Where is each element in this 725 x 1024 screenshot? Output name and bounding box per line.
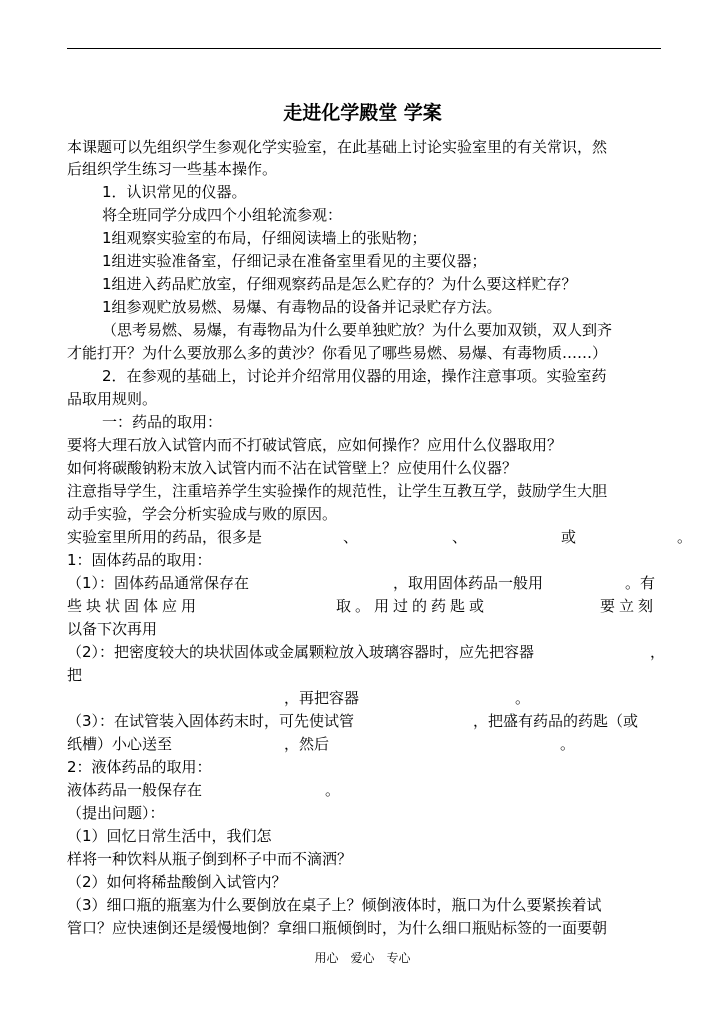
- liquid-heading: 2：液体药品的取用：: [67, 758, 212, 776]
- solid-heading: 1：固体药品的取用：: [67, 551, 212, 569]
- intro-line-2: 后组织学生练习一些基本操作。: [67, 160, 278, 178]
- question-line: 样将一种饮料从瓶子倒到杯子中而不滴洒？: [67, 850, 353, 868]
- blank-separator: 、: [452, 528, 468, 546]
- liquid-store-text: 液体药品一般保存在: [67, 781, 203, 799]
- page-title: 走进化学殿堂 学案: [283, 102, 442, 124]
- group-item: 1组进实验准备室，仔细记录在准备室里看见的主要仪器；: [102, 252, 487, 270]
- blank-separator: 。: [677, 528, 693, 546]
- guide-line-1: 注意指导学生，注重培养学生实验操作的规范性，让学生互教互学，鼓励学生大胆: [67, 482, 608, 500]
- solid-3b-text: ，然后: [284, 735, 330, 753]
- solid-2-text: ，: [650, 643, 666, 661]
- question-line: （3）细口瓶的瓶塞为什么要倒放在桌子上？倾倒液体时，瓶口为什么要紧挨着试: [67, 896, 602, 914]
- page-footer: 用心 爱心 专心: [314, 951, 411, 965]
- liquid-store-text: 。: [325, 781, 341, 799]
- section2-line-1: 2．在参观的基础上，讨论并介绍常用仪器的用途，操作注意事项。实验室药: [102, 367, 607, 385]
- solid-2b-text: 把: [67, 666, 83, 684]
- solid-1b-text: 要立刻: [600, 597, 658, 615]
- questions-heading: （提出问题）：: [67, 804, 165, 822]
- solid-3b-text: 。: [560, 735, 576, 753]
- section1-heading: 1．认识常见的仪器。: [102, 183, 247, 201]
- solid-3-text: （3）：在试管装入固体药末时，可先使试管: [67, 712, 355, 730]
- think-line-1: （思考易燃、易爆，有毒物品为什么要单独贮放？为什么要加双锁，双人到齐: [102, 321, 613, 339]
- blank-separator: 或: [561, 528, 577, 546]
- section2-line-2: 品取用规则。: [67, 390, 158, 408]
- solid-3b-text: 纸槽）小心送至: [67, 735, 173, 753]
- group-item: 1组参观贮放易燃、易爆、有毒物品的设备并记录贮存方法。: [102, 298, 502, 316]
- header-rule: [67, 48, 661, 49]
- think-line-2: 才能打开？为什么要放那么多的黄沙？你看见了哪些易燃、易爆、有毒物质……）: [67, 344, 608, 362]
- solid-2c-text: ，再把容器: [284, 689, 360, 707]
- solid-2c-text: 。: [515, 689, 531, 707]
- part1-heading: 一：药品的取用：: [102, 413, 223, 431]
- question-line: （1）回忆日常生活中，我们怎: [67, 827, 272, 845]
- lab-drugs-text: 实验室里所用的药品，很多是: [67, 528, 263, 546]
- intro-line-1: 本课题可以先组织学生参观化学实验室，在此基础上讨论实验室里的有关常识，然: [67, 138, 608, 156]
- group-item: 1组观察实验室的布局，仔细阅读墙上的张贴物；: [102, 229, 427, 247]
- solid-1b-text: 些块状固体应用: [67, 597, 201, 615]
- guide-line-2: 动手实验，学会分析实验成与败的原因。: [67, 505, 338, 523]
- solid-1-text: ，取用固体药品一般用: [393, 574, 544, 592]
- solid-3-text: ，把盛有药品的药匙（或: [473, 712, 639, 730]
- solid-2-text: （2）：把密度较大的块状固体或金属颗粒放入玻璃容器时，应先把容器: [67, 643, 535, 661]
- group-item: 1组进入药品贮放室，仔细观察药品是怎么贮存的？为什么要这样贮存？: [102, 275, 577, 293]
- solid-1-text: 。有: [625, 574, 656, 592]
- question-line: 要将大理石放入试管内而不打破试管底，应如何操作？应用什么仪器取用？: [67, 436, 563, 454]
- solid-1-text: （1）：固体药品通常保存在: [67, 574, 250, 592]
- question-line: 管口？应快速倒还是缓慢地倒？拿细口瓶倾倒时，为什么细口瓶贴标签的一面要朝: [67, 919, 608, 937]
- solid-1c-text: 以备下次再用: [67, 620, 158, 638]
- solid-1b-text: 取。用过的药匙或: [336, 597, 489, 615]
- blank-separator: 、: [343, 528, 359, 546]
- question-line: （2）如何将稀盐酸倒入试管内？: [67, 873, 287, 891]
- question-line: 如何将碳酸钠粉末放入试管内而不沾在试管壁上？应使用什么仪器？: [67, 459, 518, 477]
- section1-lead: 将全班同学分成四个小组轮流参观：: [102, 206, 343, 224]
